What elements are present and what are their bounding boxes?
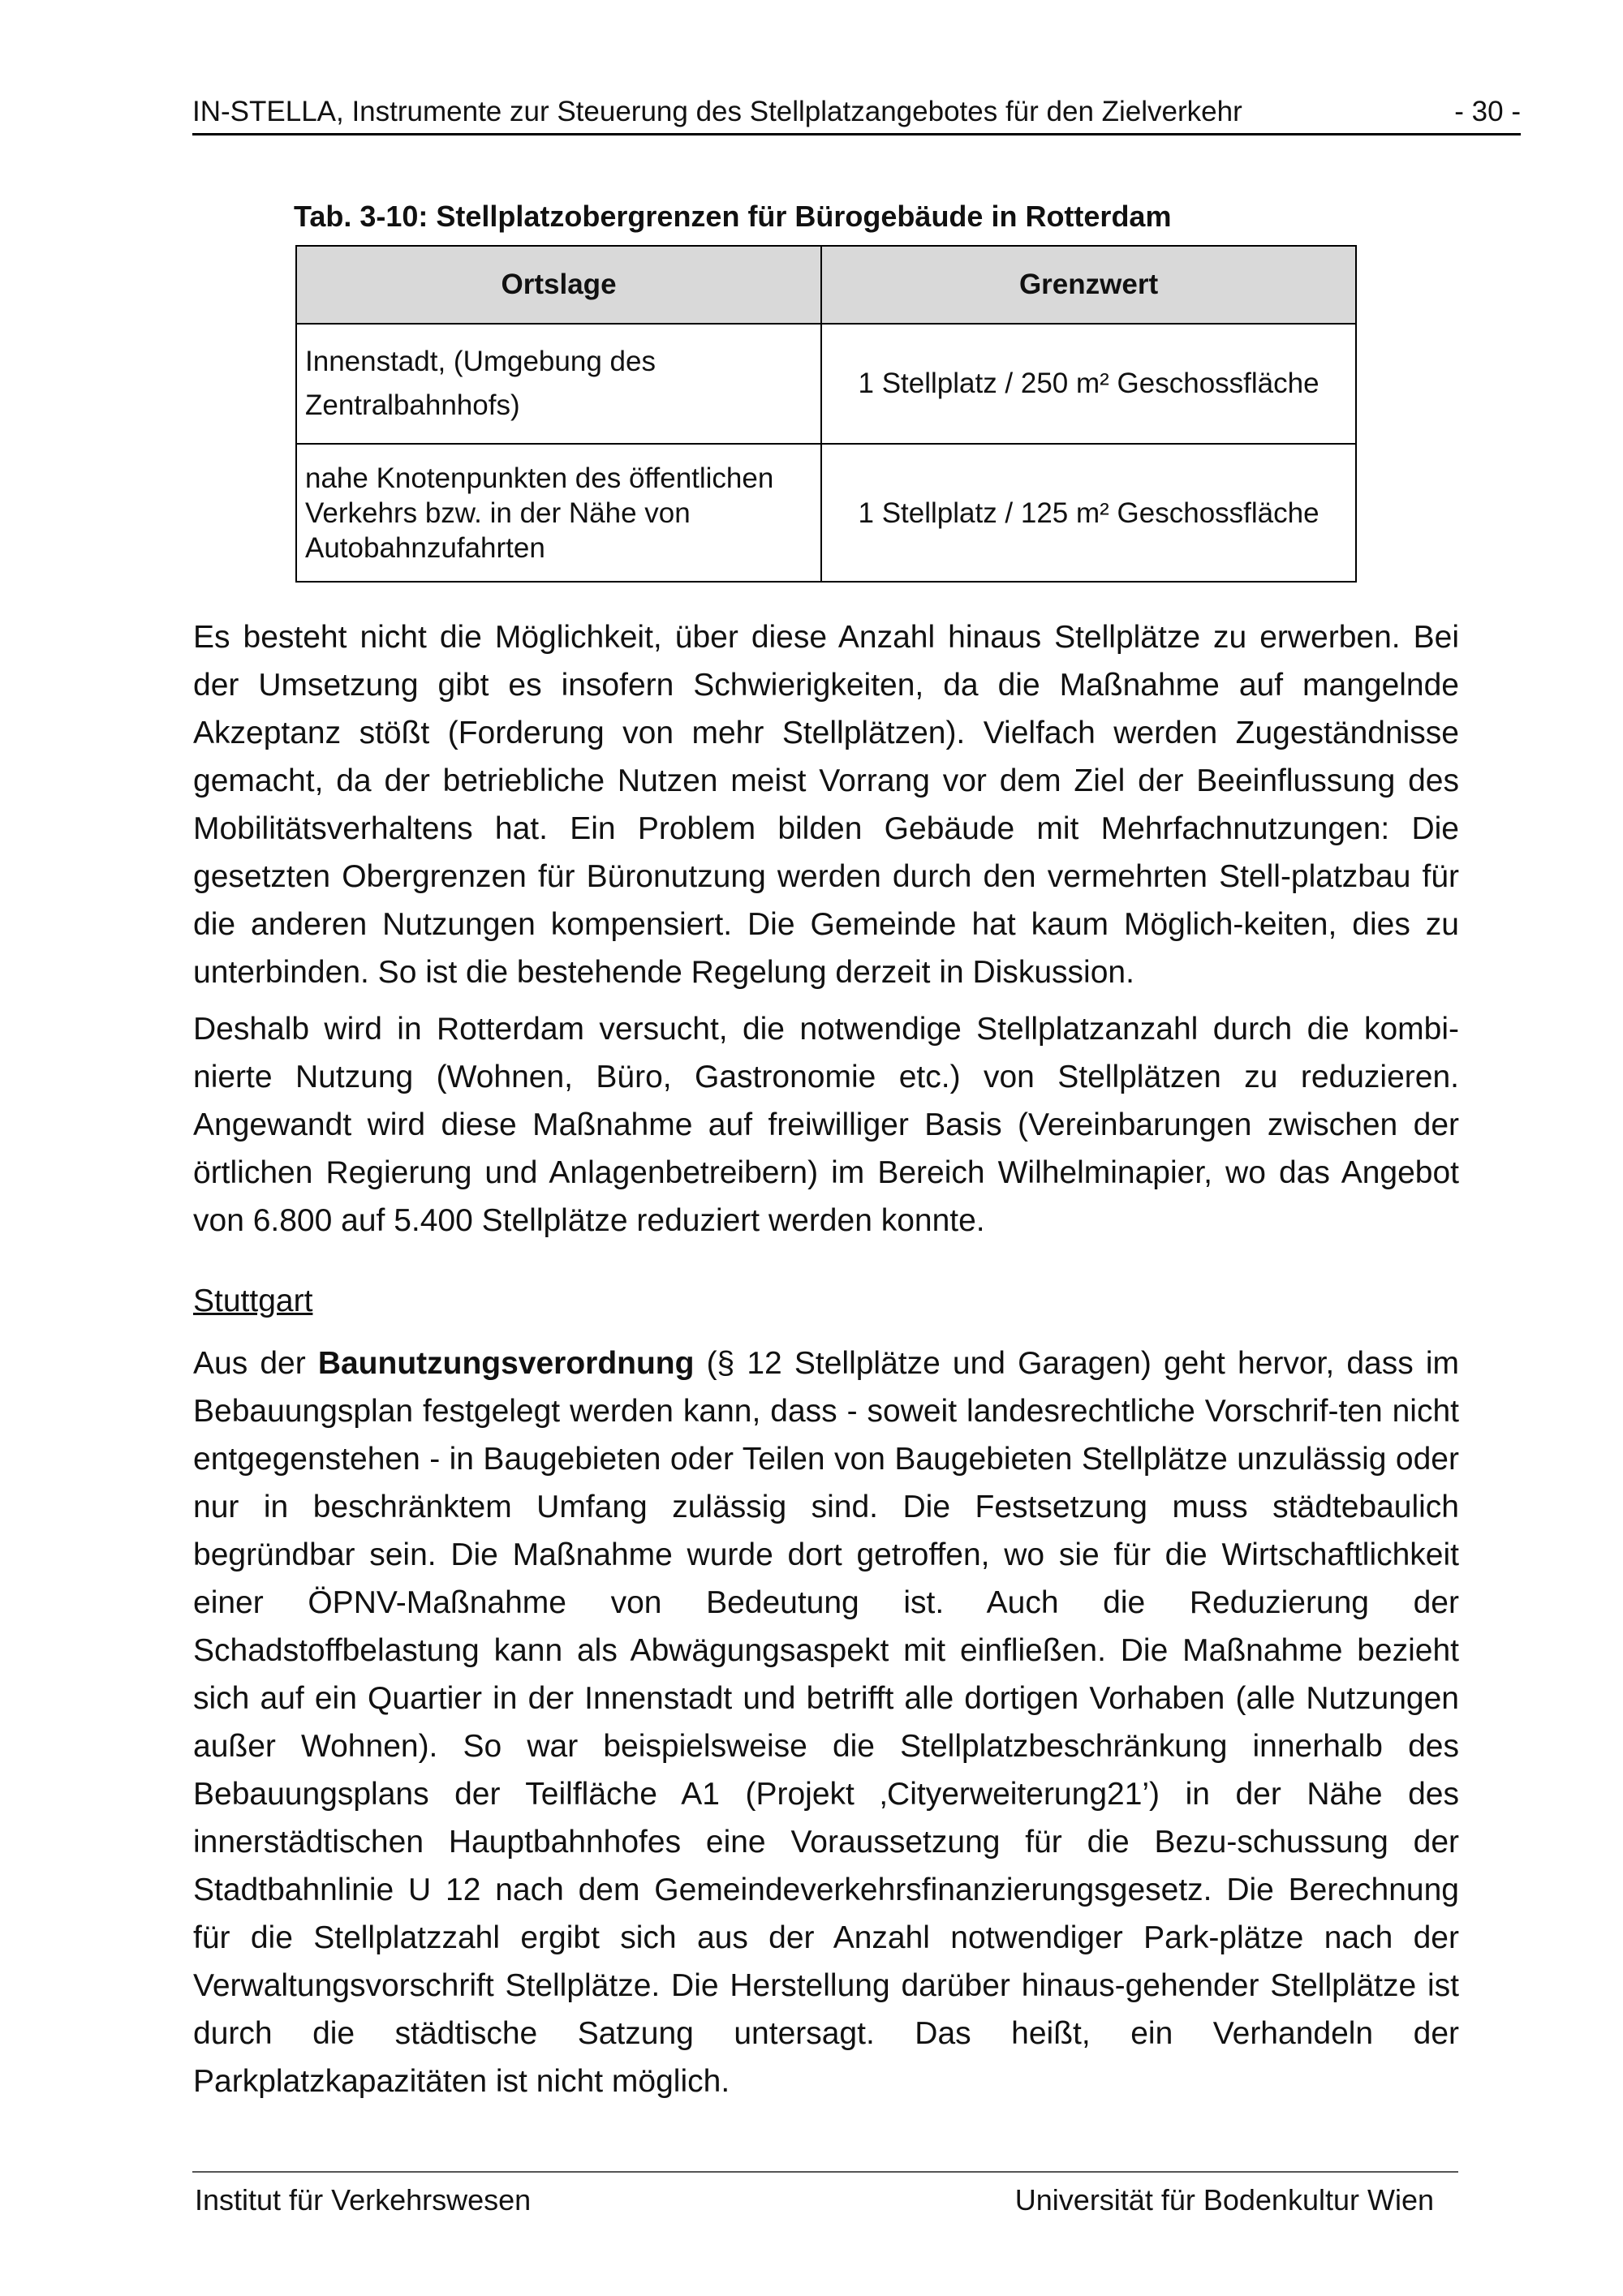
column-header-limit: Grenzwert (821, 246, 1356, 324)
page-header (192, 91, 1521, 135)
table-row (296, 444, 1356, 582)
column-header-location: Ortslage (296, 246, 821, 324)
location-cell (296, 444, 821, 582)
document-title: IN-STELLA, Instrumente zur Steuerung des Stellplatzangebotes für den Zielverkehr (192, 96, 1242, 127)
paragraph-rotterdam-combined-use (193, 1005, 1459, 1245)
limit-cell: 1 Stellplatz / 250 m² Geschossfläche (821, 324, 1356, 444)
limit-cell: 1 Stellplatz / 125 m² Geschossfläche (821, 444, 1356, 582)
paragraph-text (193, 1339, 1459, 2105)
location-line: Zentralbahnhofs) (305, 389, 520, 421)
paragraph-intro: Aus der (193, 1346, 318, 1381)
paragraph-rest: (§ 12 Stellplätze und Garagen) geht hervor, dass im Bebauungsplan festgelegt werden kann, dass - soweit landesrechtliche Vorschrif-ten nicht entgegenstehen - in Baugebieten oder Teilen von Baugebieten Stellplätze unzulässig oder nur in beschränktem Umfang zulässig sind. Die Festsetzung muss städtebaulich begründbar sein. Die Maßnahme wurde dort getroffen, wo sie für die Wirtschaftlichkeit einer ÖPNV-Maßnahme von Bedeutung ist. Auch die Reduzierung der Schadstoffbelastung kann als Abwägungsaspekt mit einfließen. Die Maßnahme bezieht sich auf ein Quartier in der Innenstadt und betrifft alle dortigen Vorhaben (alle Nutzungen außer Wohnen). So war beispielsweise die Stellplatzbeschränkung innerhalb des Bebauungsplans der Teilfläche A1 (Projekt ‚Cityerweiterung21’) in der Nähe des innerstädtischen Hauptbahnhofes eine Voraussetzung für die Bezu-schussung der Stadtbahnlinie U 12 nach dem Gemeindeverkehrsfinanzierungsgesetz. Die Berechnung für die Stellplatzzahl ergibt sich aus der Anzahl notwendiger Park-plätze nach der Verwaltungsvorschrift Stellplätze. Die Herstellung darüber hinaus-gehender Stellplätze ist durch die städtische Satzung untersagt. Das heißt, ein Verhandeln der Parkplatzkapazitäten ist nicht möglich. (193, 1346, 1459, 2099)
table-row (296, 324, 1356, 444)
parking-limits-table (295, 245, 1357, 583)
table-caption: Tab. 3-10: Stellplatzobergrenzen für Bürogebäude in Rotterdam (294, 200, 1172, 233)
paragraph-text: Deshalb wird in Rotterdam versucht, die notwendige Stellplatzanzahl durch die kombi-nierte Nutzung (Wohnen, Büro, Gastronomie etc.) von Stellplätzen zu reduzieren. Angewandt wird diese Maßnahme auf freiwilliger Basis (Vereinbarungen zwischen der örtlichen Regierung und Anlagenbetreibern) im Bereich Wilhelminapier, wo das Angebot von 6.800 auf 5.400 Stellplätze reduziert werden konnte. (193, 1012, 1459, 1238)
bold-term: Baunutzungsverordnung (317, 1346, 695, 1381)
location-line: Innenstadt, (Umgebung des (305, 346, 656, 377)
page-number: - 30 - (1454, 96, 1521, 127)
location-line: Autobahnzufahrten (305, 531, 545, 564)
footer-institute: Institut für Verkehrswesen (195, 2183, 532, 2216)
page-footer (192, 2171, 1458, 2221)
paragraph-rotterdam-acceptance (193, 613, 1459, 996)
location-cell (296, 324, 821, 444)
table-header-row (296, 246, 1356, 324)
location-line: nahe Knotenpunkten des öffentlichen (305, 462, 774, 494)
location-line: Verkehrs bzw. in der Nähe von (305, 497, 691, 529)
paragraph-stuttgart (193, 1339, 1459, 2105)
paragraph-text: Es besteht nicht die Möglichkeit, über diese Anzahl hinaus Stellplätze zu erwerben. Bei der Umsetzung gibt es insofern Schwierigkeiten, da die Maßnahme auf mangelnde Akzeptanz stößt (Forderung von mehr Stellplätzen). Vielfach werden Zugeständnisse gemacht, da der betriebliche Nutzen meist Vorrang vor dem Ziel der Beeinflussung des Mobilitätsverhaltens hat. Ein Problem bilden Gebäude mit Mehrfachnutzungen: Die gesetzten Obergrenzen für Büronutzung werden durch den vermehrten Stell-platzbau für die anderen Nutzungen kompensiert. Die Gemeinde hat kaum Möglich-keiten, dies zu unterbinden. So ist die bestehende Regelung derzeit in Diskussion. (193, 620, 1459, 990)
footer-university: Universität für Bodenkultur Wien (1014, 2183, 1434, 2216)
subheading-stuttgart: Stuttgart (193, 1283, 313, 1318)
